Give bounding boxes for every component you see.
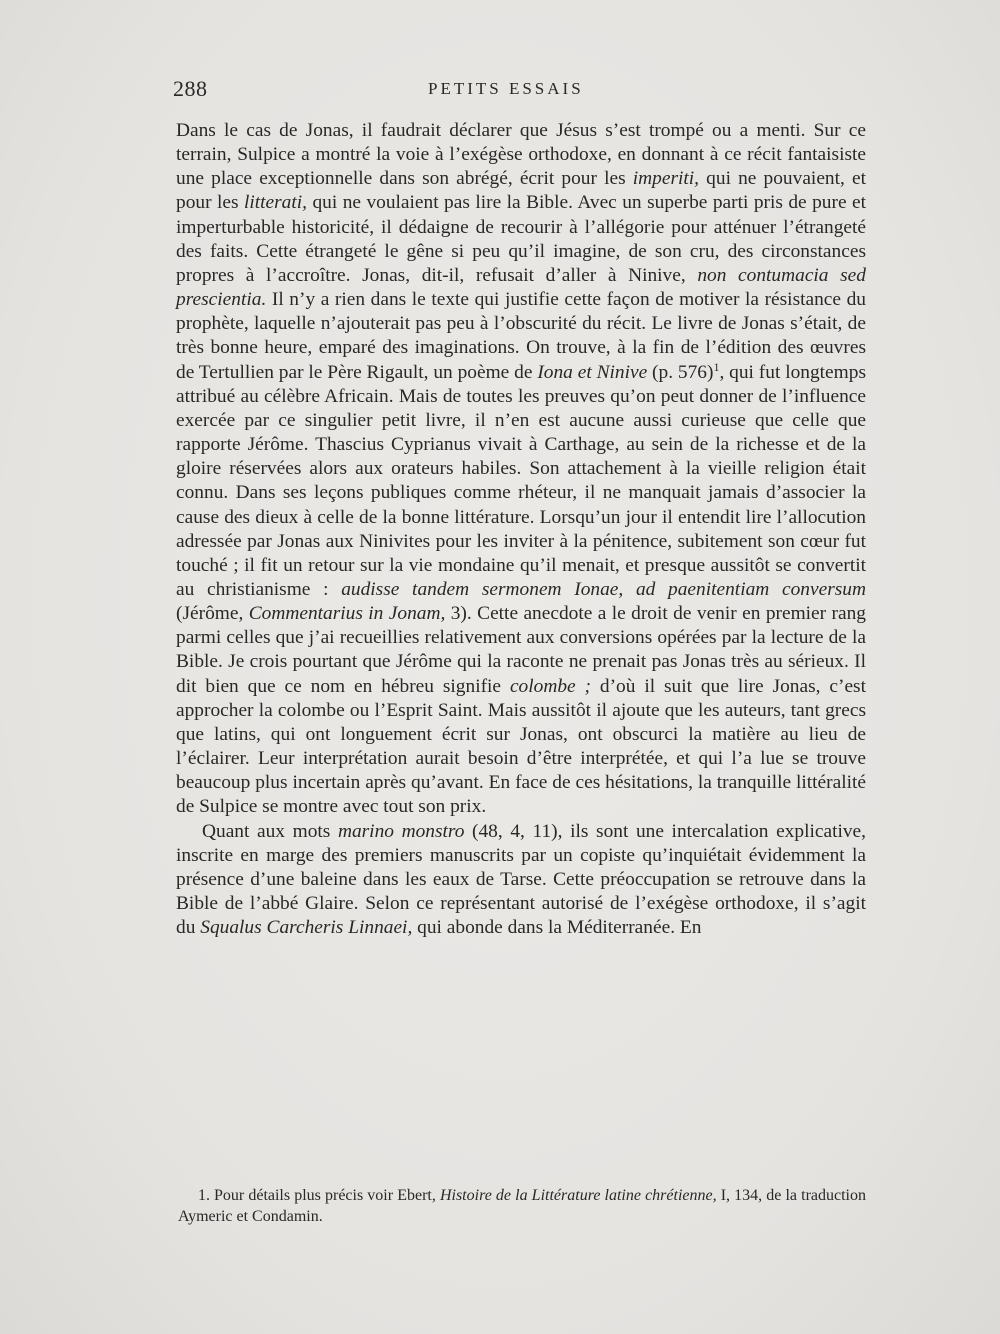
paragraph-2 xyxy=(176,820,866,941)
italic-run: Commentarius in Jonam, xyxy=(248,603,446,625)
text-run: d’où il suit que lire Jonas, c’est approcher la colombe ou l’Esprit Saint. Mais aussitôt il ajoute que les auteurs, tant grecs que latins, qui ont longuement écrit sur Jonas, ont obscurci la matière au lieu de l’éclairer. Leur interprétation aurait besoin d’être interprétée, et qui l’a lue se trouve beaucoup plus incertain après qu’avant. En face de ces hésitations, la tranquille littéralité de Sulpice se montre avec tout son prix. xyxy=(176,675,866,818)
text-run: (Jérôme, xyxy=(176,603,249,625)
italic-run: Squalus Carcheris Linnaei, xyxy=(200,917,413,939)
text-run: qui abonde dans la Méditerranée. En xyxy=(412,917,702,939)
page-number: 288 xyxy=(173,76,208,101)
text-run: qui ne pouvaient, et pour les xyxy=(176,168,866,214)
italic-run: Iona et Ninive xyxy=(537,361,648,383)
text-run: , qui fut longtemps attribué au célèbre Africain. Mais de toutes les preuves qu’on peut donner de l’influence exercée par ce singulier petit livre, il n’en est aucune aussi curieuse que celle que rapporte Jérôme. Thascius Cyprianus vivait à Carthage, au sein de la richesse et de la gloire réservées alors aux orateurs habiles. Son attachement à la vieille religion était connu. Dans ses leçons publiques comme rhéteur, il ne manquait jamais d’associer la cause des dieux à celle de la bonne littérature. Lorsqu’un jour il entendit lire l’allocution adressée par Jonas aux Ninivites pour les inviter à la pénitence, subitement son cœur fut touché ; il fit un retour sur la vie mondaine qu’il menait, et presque aussitôt se convertit au christianisme : xyxy=(176,361,866,600)
text-run: I, 134, de la traduction Aymeric et Condamin. xyxy=(178,1187,866,1225)
italic-run: colombe ; xyxy=(509,675,591,697)
text-run: Quant aux mots xyxy=(202,820,338,842)
footnote-number: 1. xyxy=(198,1187,210,1204)
text-run: qui ne voulaient pas lire la Bible. Avec un superbe parti pris de pure et imperturbable historicité, il dédaigne de recourir à l’allégorie pour atténuer l’étrangeté des faits. Cette étrangeté le gêne si peu qu’il imagine, de son cru, des circonstances propres à l’accroître. Jonas, dit-il, refusait d’aller à Ninive, xyxy=(176,192,866,286)
text-run: Pour détails plus précis voir Ebert, xyxy=(214,1187,440,1204)
italic-run: non contumacia sed prescientia. xyxy=(176,264,866,311)
paragraph-1 xyxy=(176,119,866,820)
italic-run: imperiti, xyxy=(632,168,700,190)
text-run: 3). Cette anecdote a le droit de venir en premier rang parmi celles que j’ai recueillies relativement aux conversions opérées par la lecture de la Bible. Je crois pourtant que Jérôme qui la raconte ne prenait pas Jonas très au sérieux. Il dit bien que ce nom en hébreu signifie xyxy=(176,603,866,697)
italic-run: Histoire de la Littérature latine chrétienne, xyxy=(439,1187,717,1204)
footnote xyxy=(178,1185,866,1227)
text-run: (48, 4, 11), ils sont une intercalation explicative, inscrite en marge des premiers manuscrits par un copiste qu’inquiétait évidemment la présence d’une baleine dans les eaux de Tarse. Cette préoccupation se retrouve dans la Bible de l’abbé Glaire. Selon ce représentant autorisé de l’exégèse orthodoxe, il s’agit du xyxy=(176,820,866,939)
body-text xyxy=(176,119,866,940)
italic-run: litterati, xyxy=(243,192,308,214)
footnote-reference: 1 xyxy=(713,359,720,374)
running-title: PETITS ESSAIS xyxy=(428,79,584,98)
text-run: (p. 576) xyxy=(647,361,714,383)
italic-run: marino monstro xyxy=(337,820,465,842)
text-run: Il n’y a rien dans le texte qui justifie cette façon de motiver la résistance du prophète, laquelle n’ajouterait pas peu à l’obscurité du récit. Le livre de Jonas s’était, de très bonne heure, emparé des imaginations. On trouve, à la fin de l’édition des œuvres de Tertullien par le Père Rigault, un poème de xyxy=(176,289,866,383)
text-run: Dans le cas de Jonas, il faudrait déclarer que Jésus s’est trompé ou a menti. Sur ce terrain, Sulpice a montré la voie à l’exégèse orthodoxe, en donnant à ce récit fantaisiste une place exceptionnelle dans son abrégé, écrit pour les xyxy=(176,120,866,190)
italic-run: audisse tandem sermonem Ionae, ad paenitentiam conversum xyxy=(341,578,866,600)
page-header xyxy=(173,76,867,104)
